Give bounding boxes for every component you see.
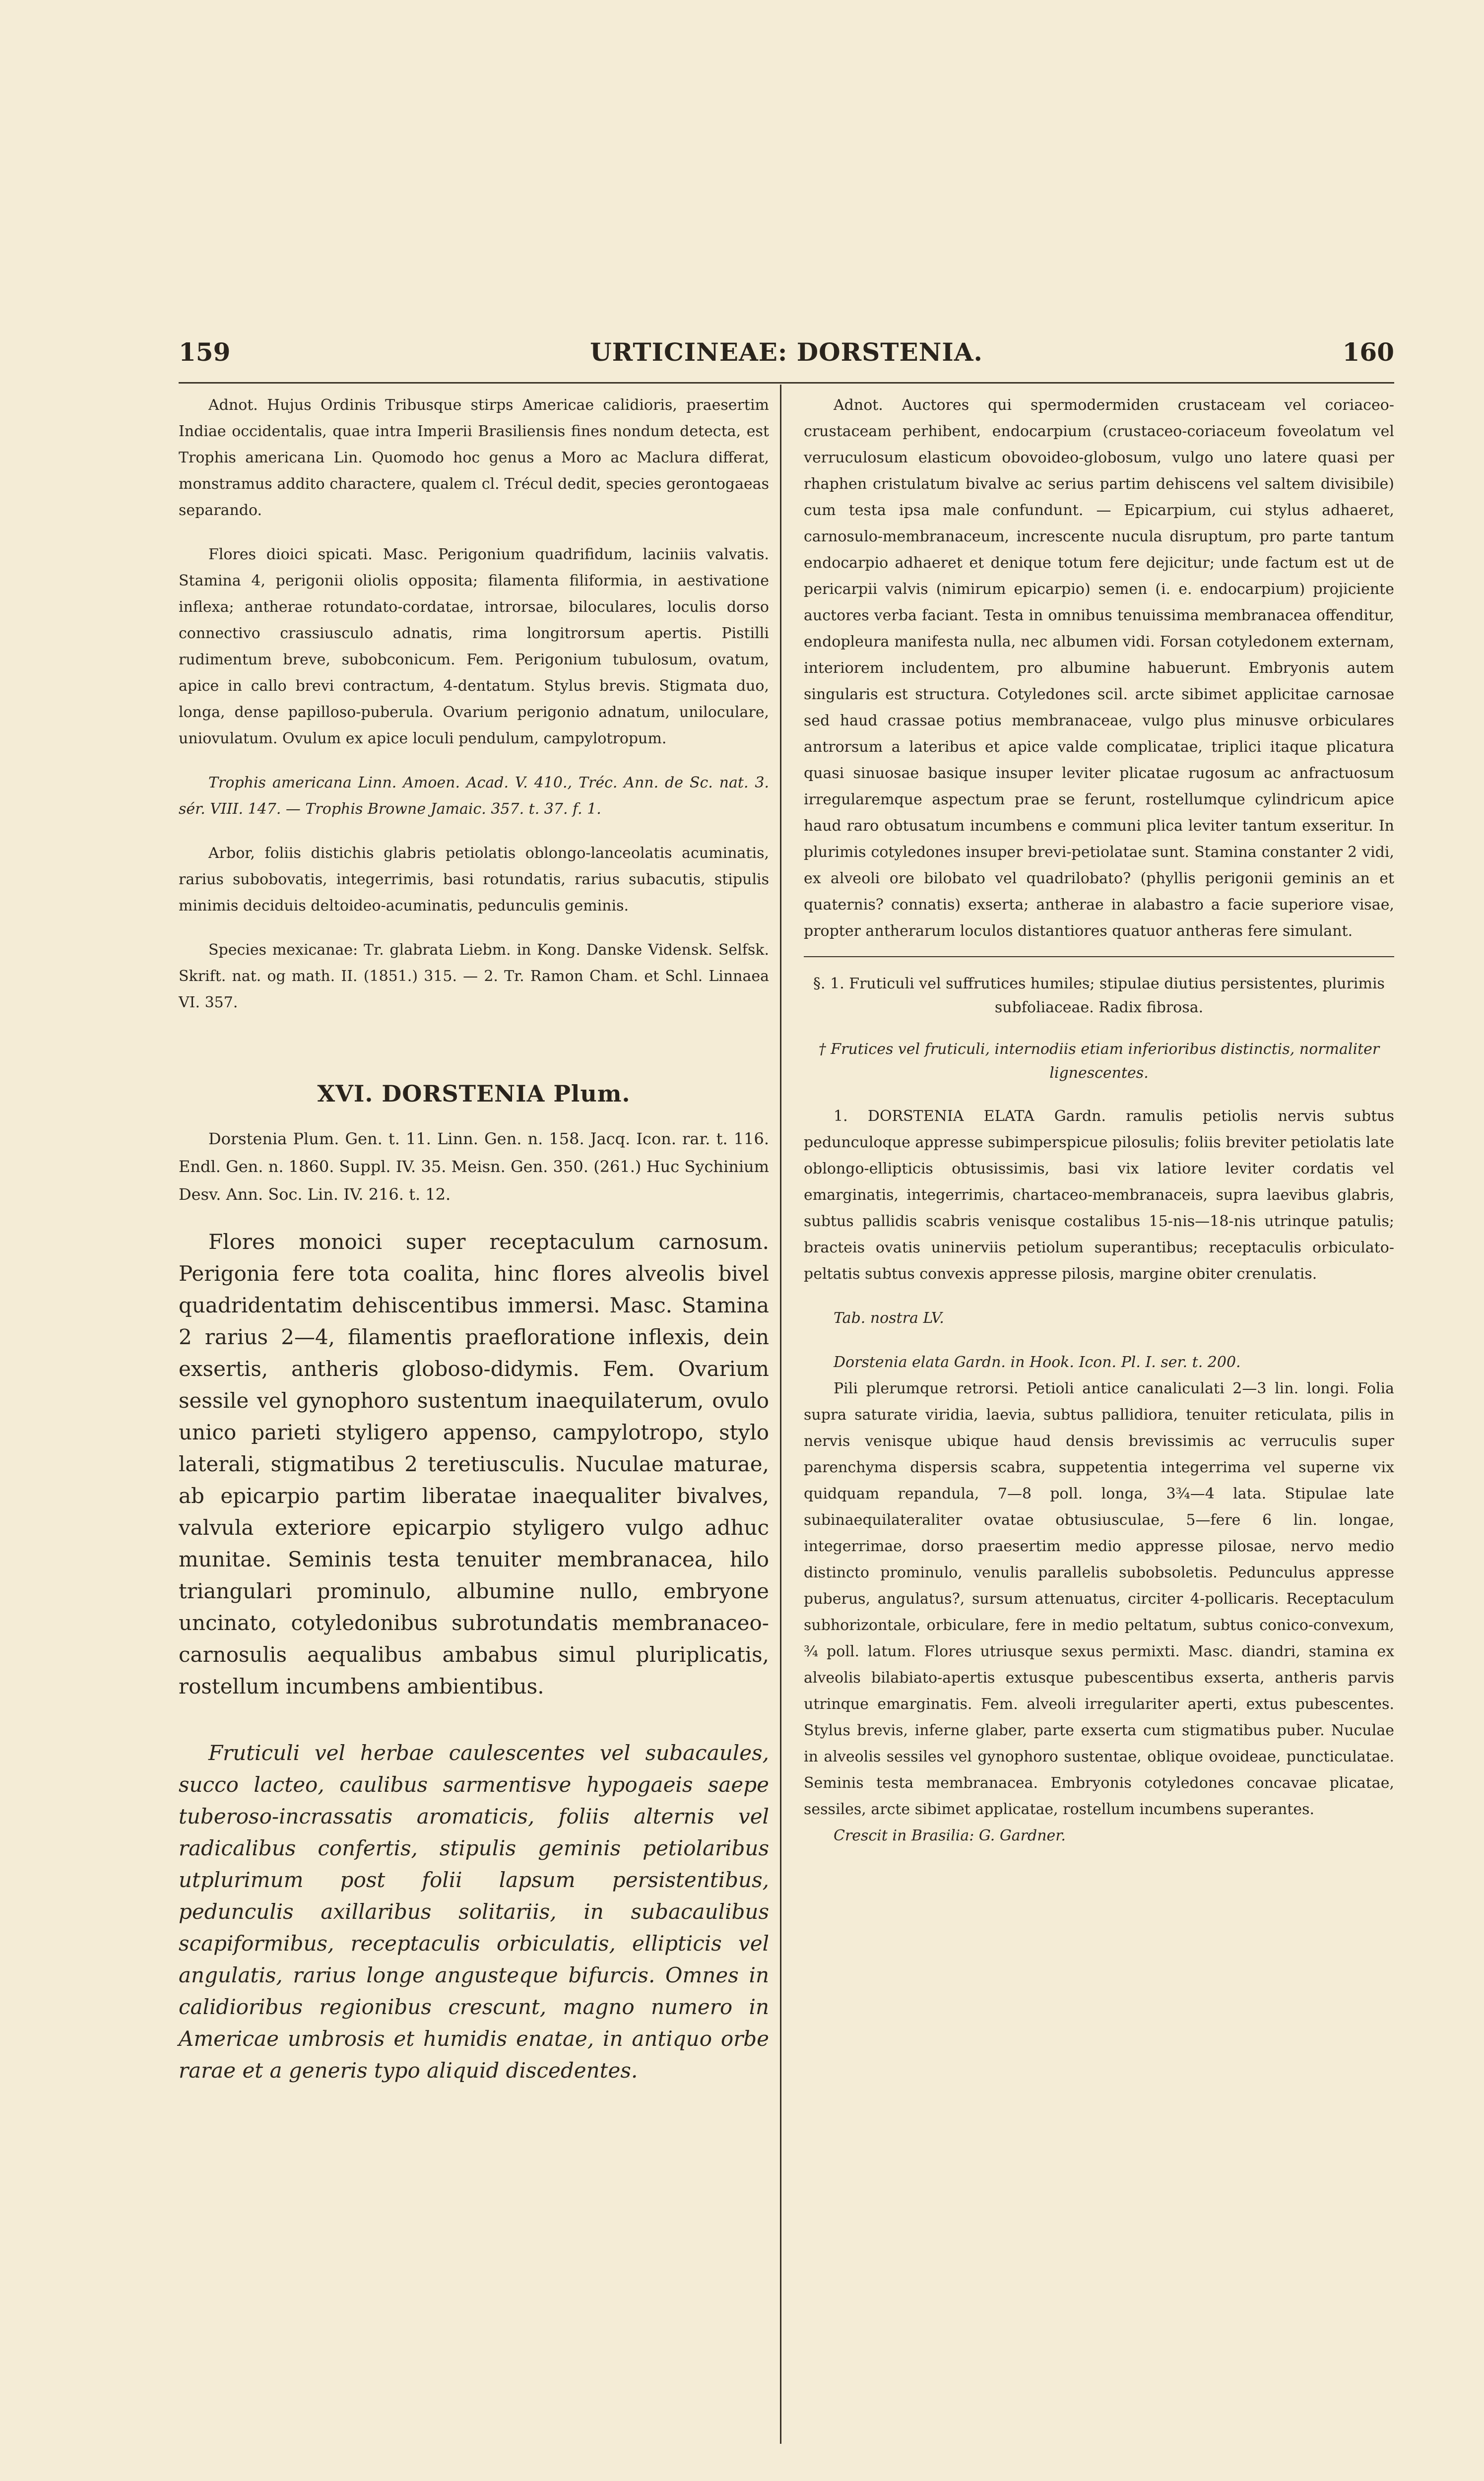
- species-mexicanae: Species mexicanae: Tr. glabrata Liebm. in Kong. Danske Vidensk. Selfsk. Skrift. nat. og math. II. (1851.) 315. — 2. Tr. Ramon Cham. et Schl. Linnaea VI. 357.: [179, 941, 769, 1011]
- page-header: [179, 337, 1394, 377]
- locality: Crescit in Brasilia: G. Gardner.: [834, 1827, 1066, 1844]
- running-head: URTICINEAE: DORSTENIA.: [590, 337, 983, 367]
- trophis-references: Trophis americana Linn. Amoen. Acad. V. 410., Tréc. Ann. de Sc. nat. 3. sér. VIII. 147. — Trophis Browne Jamaic. 357. t. 37. f. 1.: [179, 774, 769, 818]
- page-number-left: 159: [179, 337, 231, 367]
- section-rule: [804, 956, 1394, 957]
- adnot-left: Adnot. Hujus Ordinis Tribusque stirps Americae calidioris, praesertim Indiae occidentalis, quae intra Imperii Brasiliensis fines nondum detecta, est Trophis americana Lin. Quomodo hoc genus a Moro ac Maclura differat, monstramus addito charactere, qualem cl. Trécul dedit, species gerontogaeas separando.: [179, 396, 769, 519]
- left-column: [179, 392, 769, 2087]
- flores-paragraph: Flores dioici spicati. Masc. Perigonium quadrifidum, laciniis valvatis. Stamina 4, perigonii oliolis opposita; filamenta filiformia, in aestivatione inflexa; antherae rotundato-cordatae, introrsae, biloculares, loculis dorso connectivo crassiusculo adnatis, rima longitrorsum apertis. Pistilli rudimentum breve, subobconicum. Fem. Perigonium tubulosum, ovatum, apice in callo brevi contractum, 4-dentatum. Stylus brevis. Stigmata duo, longa, dense papilloso-puberula. Ovarium perigonio adnatum, uniloculare, uniovulatum. Ovulum ex apice loculi pendulum, campylotropum.: [179, 546, 769, 747]
- header-rule: [179, 382, 1394, 384]
- arbor-paragraph: Arbor, foliis distichis glabris petiolatis oblongo-lanceolatis acuminatis, rarius subobovatis, integerrimis, basi rotundatis, rarius subacutis, stipulis minimis deciduis deltoideo-acuminatis, pedunculis geminis.: [179, 845, 769, 914]
- adnot-right: Adnot. Auctores qui spermodermiden crustaceam vel coriaceo-crustaceam perhibent, endocarpium (crustaceo-coriaceum foveolatum vel verruculosum elasticum obovoideo-globosum, vulgo uno latere quasi per rhaphen cristulatum bivalve ac serius partim dehiscens vel saltem divisibile) cum testa ipsa male confundunt. — Epicarpium, cui stylus adhaeret, carnosulo-membranaceum, increscente nucula disruptum, pro parte tantum endocarpio adhaeret et denique totum fere dejicitur; unde factum est ut de pericarpii valvis (nimirum epicarpio) semen (i. e. endocarpium) projiciente auctores verba faciant. Testa in omnibus tenuissima membranacea offenditur, endopleura manifesta nulla, nec albumen vidi. Forsan cotyledonem externam, interiorem includentem, pro albumine habuerunt. Embryonis autem singularis est structura. Cotyledones scil. arcte sibimet applicitae carnosae sed haud crassae potius membranaceae, vulgo plus minusve orbiculares antrorsum a lateribus et apice valde complicatae, triplici itaque plicatura quasi sinuosae basique insuper leviter plicatae rugosum ac anfractuosum irregularemque aspectum prae se ferunt, rostellumque cylindricum apice haud raro obtusatum incumbens e communi plica leviter tantum exseritur. In plurimis cotyledones insuper brevi-petiolatae sunt. Stamina constanter 2 vidi, ex alveoli ore bilobato vel quadrilobato? (phyllis perigonii geminis an et quaternis? connatis) exserta; antherae in alabastro a facie superiore visae, propter antherarum loculos distantiores quatuor antheras fere simulant.: [804, 396, 1394, 940]
- synonym-reference: Dorstenia elata Gardn. in Hook. Icon. Pl. I. ser. t. 200.: [834, 1354, 1241, 1371]
- genus-title: XVI. DORSTENIA Plum.: [317, 1080, 631, 1107]
- genus-references: Dorstenia Plum. Gen. t. 11. Linn. Gen. n. 158. Jacq. Icon. rar. t. 116. Endl. Gen. n. 1860. Suppl. IV. 35. Meisn. Gen. 350. (261.) Huc Sychinium Desv. Ann. Soc. Lin. IV. 216. t. 12.: [179, 1129, 769, 1204]
- species-description: Pili plerumque retrorsi. Petioli antice canaliculati 2—3 lin. longi. Folia supra saturate viridia, laevia, subtus pallidiora, tenuiter reticulata, pilis in nervis venisque ubique haud densis brevissimis ac verruculis super parenchyma dispersis scabra, suppetentia integerrima vel superne vix quidquam repandula, 7—8 poll. longa, 3¾—4 lata. Stipulae late subinaequilateraliter ovatae obtusiusculae, 5—fere 6 lin. longae, integerrimae, dorso praesertim medio appresse pilosae, nervo medio distincto prominulo, venulis parallelis subobsoletis. Pedunculus appresse puberus, angulatus?, sursum attenuatus, circiter 4-pollicaris. Receptaculum subhorizontale, orbiculare, fere in medio peltatum, subtus conico-convexum, ¾ poll. latum. Flores utriusque sexus permixti. Masc. diandri, stamina ex alveolis bilabiato-apertis extusque pubescentibus exserta, antheris parvis utrinque emarginatis. Fem. alveoli irregulariter aperti, extus pubescentes. Stylus brevis, inferne glaber, parte exserta cum stigmatibus puber. Nuculae in alveolis sessiles vel gynophoro sustentae, oblique ovoideae, puncticulatae. Seminis testa membranacea. Embryonis cotyledones concavae plicatae, sessiles, arcte sibimet applicatae, rostellum incumbens superantes.: [804, 1380, 1394, 1818]
- column-divider: [780, 385, 781, 2444]
- species-diagnosis: 1. DORSTENIA ELATA Gardn. ramulis petiolis nervis subtus pedunculoque appresse subimperspicue pilosulis; foliis breviter petiolatis late oblongo-ellipticis obtusissimis, basi vix latiore leviter cordatis vel emarginatis, integerrimis, chartaceo-membranaceis, supra laevibus glabris, subtus pallidis scabris venisque costalibus 15-nis—18-nis utrinque patulis; bracteis ovatis uninerviis petiolum superantibus; receptaculis orbiculato-peltatis subtus convexis appresse pilosis, margine obiter crenulatis.: [804, 1108, 1394, 1283]
- section-heading: §. 1. Fruticuli vel suffrutices humiles; stipulae diutius persistentes, plurimis subfoliaceae. Radix fibrosa.: [813, 975, 1385, 1016]
- plate-reference: Tab. nostra LV.: [834, 1309, 944, 1327]
- subsection-heading: † Frutices vel fruticuli, internodiis etiam inferioribus distinctis, normaliter lignescentes.: [818, 1041, 1380, 1082]
- genus-habit: Fruticuli vel herbae caulescentes vel subacaules, succo lacteo, caulibus sarmentisve hypogaeis saepe tuberoso-incrassatis aromaticis, foliis alternis vel radicalibus confertis, stipulis geminis petiolaribus utplurimum post folii lapsum persistentibus, pedunculis axillaribus solitariis, in subacaulibus scapiformibus, receptaculis orbiculatis, ellipticis vel angulatis, rarius longe angusteque bifurcis. Omnes in calidioribus regionibus crescunt, magno numero in Americae umbrosis et humidis enatae, in antiquo orbe rarae et a generis typo aliquid discedentes.: [179, 1741, 769, 2083]
- page-number-right: 160: [1342, 337, 1394, 367]
- right-column: [804, 392, 1394, 1849]
- genus-description: Flores monoici super receptaculum carnosum. Perigonia fere tota coalita, hinc flores alveolis bivel quadridentatim dehiscentibus immersi. Masc. Stamina 2 rarius 2—4, filamentis praefloratione inflexis, dein exsertis, antheris globoso-didymis. Fem. Ovarium sessile vel gynophoro sustentum inaequilaterum, ovulo unico parieti styligero appenso, campylotropo, stylo laterali, stigmatibus 2 teretiusculis. Nuculae maturae, ab epicarpio partim liberatae inaequaliter bivalves, valvula exteriore epicarpio styligero vulgo adhuc munitae. Seminis testa tenuiter membranacea, hilo triangulari prominulo, albumine nullo, embryone uncinato, cotyledonibus subrotundatis membranaceo-carnosulis aequalibus ambabus simul pluriplicatis, rostellum incumbens ambientibus.: [179, 1230, 769, 1698]
